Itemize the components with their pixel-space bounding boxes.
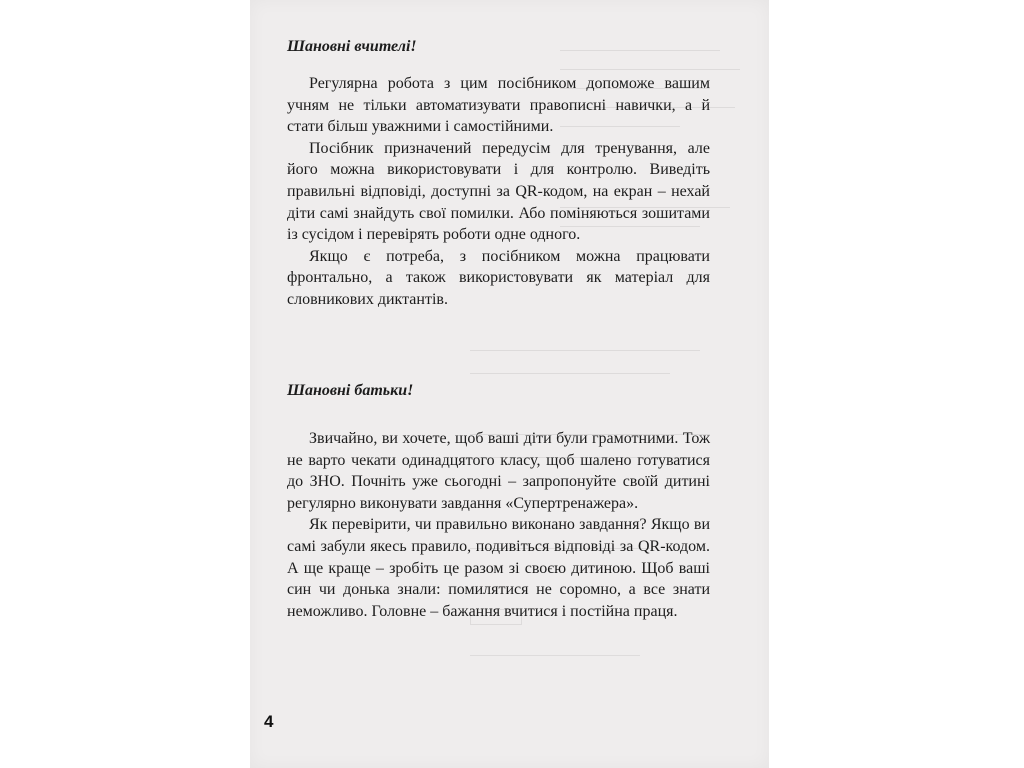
teachers-paragraph-1: Регулярна робота з цим посібником допоможе вашим учням не тільки автоматизувати правописні навички, а й стати більш уважними і самостійними. <box>287 75 710 136</box>
page-number: 4 <box>264 712 274 731</box>
parents-paragraph-1: Звичайно, ви хочете, щоб ваші діти були грамотними. Тож не варто чекати одинадцятого класу, щоб шалено готуватися до ЗНО. Почніть уже сьогодні – запропонуйте своїй дитині регулярно виконувати завдання «Супертренажера». <box>287 430 710 512</box>
parents-paragraph-2: Як перевірити, чи правильно виконано завдання? Якщо ви самі забули якесь правило, подивіться відповіді за QR-кодом. А ще краще – зробіть це разом зі своєю дитиною. Щоб ваші син чи донька знали: помилятися не соромно, а все знати неможливо. Головне – бажання вчитися і постійна праця. <box>287 516 710 620</box>
teachers-paragraph-2: Посібник призначений передусім для тренування, але його можна використовувати і для контролю. Виведіть правильні відповіді, доступні за QR-кодом, на екран – нехай діти самі знайдуть свої помилки. Або поміняються зошитами із сусідом і перевірять роботи одне одного. <box>287 139 710 244</box>
parents-heading: Шановні батьки! <box>287 382 414 399</box>
teachers-section <box>287 73 710 311</box>
teachers-paragraph-3: Якщо є потреба, з посібником можна працювати фронтально, а також використовувати як матеріал для словникових диктантів. <box>287 247 710 308</box>
parents-section <box>287 428 710 622</box>
teachers-heading: Шановні вчителі! <box>287 38 417 55</box>
